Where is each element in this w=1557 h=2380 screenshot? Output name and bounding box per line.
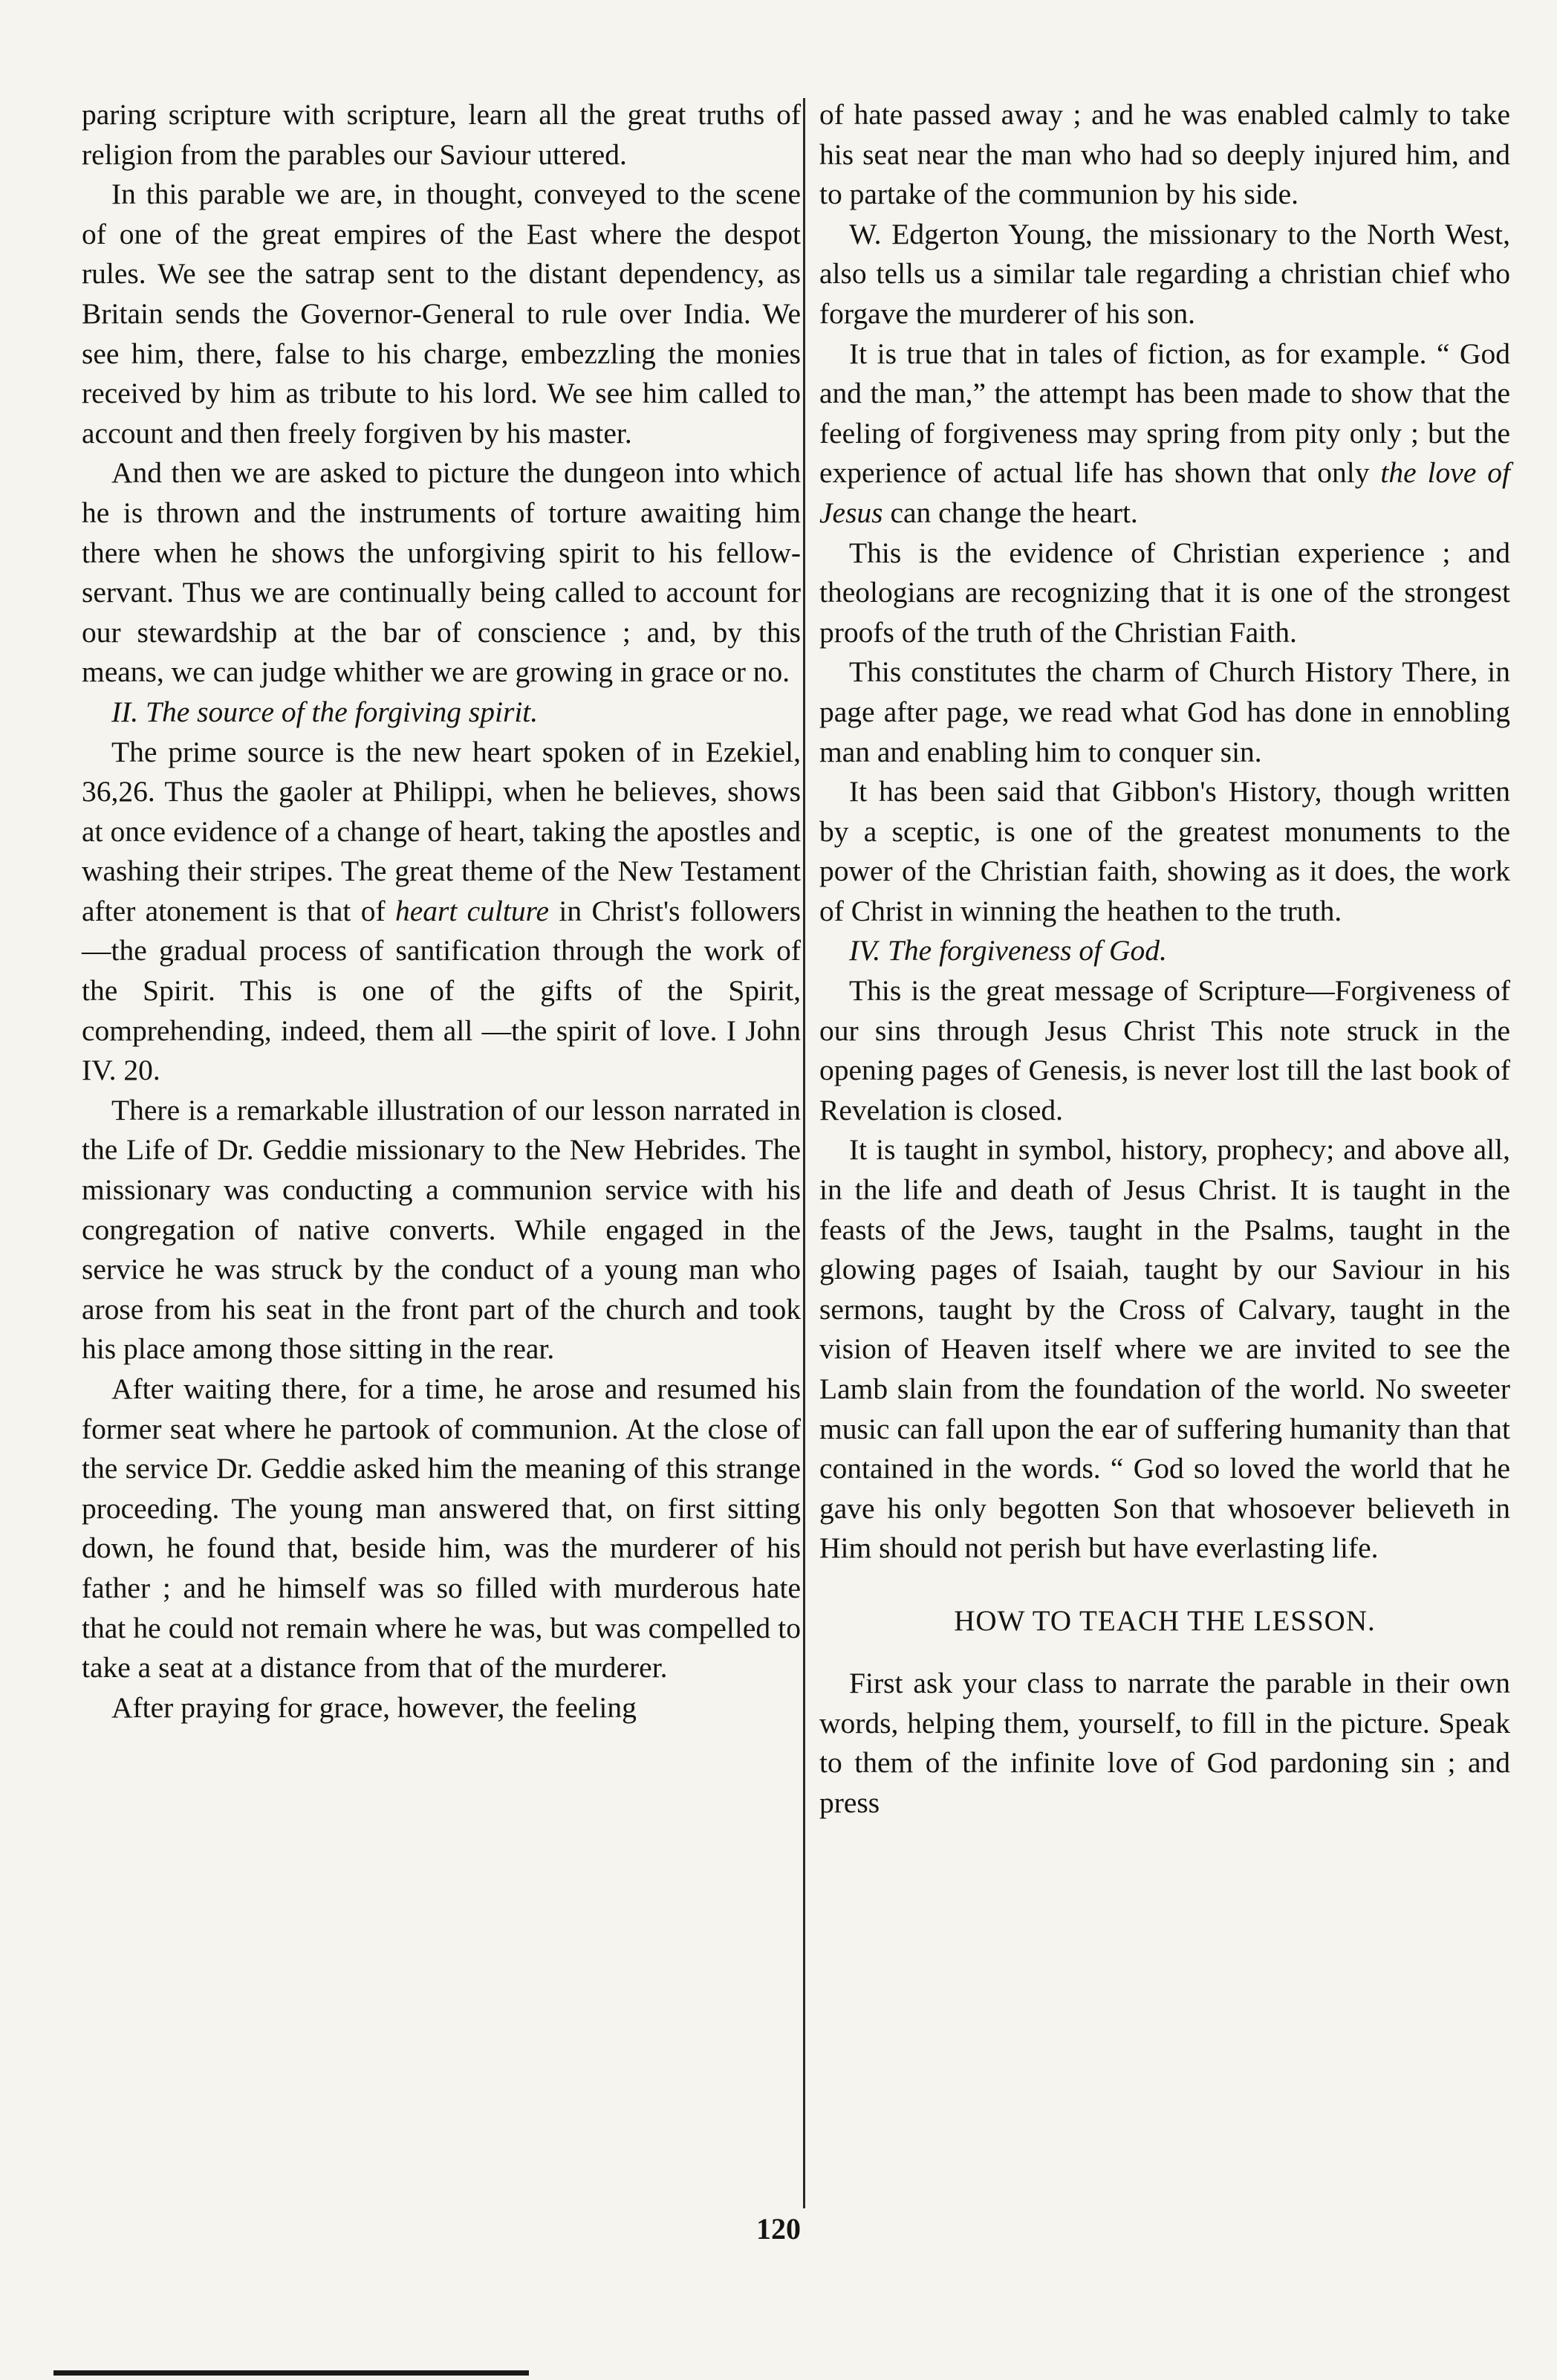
paragraph: This is the evidence of Christian experience ; and theologians are recognizing that it is one of the strongest proofs of the truth of the Christian Faith. [819, 536, 1510, 649]
paragraph: W. Edgerton Young, the missionary to the North West, also tells us a similar tale regarding a christian chief who forgave the murderer of his son. [819, 217, 1510, 330]
column-divider [803, 98, 805, 2208]
paragraph: In this parable we are, in thought, conveyed to the scene of one of the great empires of the East where the despot rules. We see the satrap sent to the distant dependency, as Britain sends the Governor-General to rule over India. We see him, there, false to his charge, embezzling the monies received by him as tribute to his lord. We see him called to account and then freely forgiven by his master. [82, 178, 801, 450]
paragraph [819, 334, 1510, 534]
italic-text: heart culture [394, 894, 550, 927]
left-column [82, 95, 801, 1728]
text-run: It is true that in tales of fiction, as for example. “ God and the man,” the attempt has been made to show that the feeling of forgiveness may spring from pity only ; but the experience of actual life has shown that only [819, 337, 1510, 490]
text-run: in Christ's followers—the gradual process of santification through the work of the Spirit. This is one of the gifts of the Spirit, comprehending, indeed, them all —the spirit of love. I John IV. 20. [82, 894, 802, 1087]
section-heading: II. The source of the forgiving spirit. [111, 695, 539, 728]
paragraph [82, 733, 801, 1091]
paragraph: There is a remarkable illustration of our lesson narrated in the Life of Dr. Geddie missionary to the New Hebrides. The missionary was conducting a communion service with his congregation of native converts. While engaged in the service he was struck by the conduct of a young man who arose from his seat in the front part of the church and took his place among those sitting in the rear. [82, 1093, 801, 1366]
text-run: The prime source is the new heart spoken of in Ezekiel, 36,26. Thus the gaoler at Philippi, when he believes, shows at once evidence of a change of heart, taking the apostles and washing their stripes. The great theme of the New Testament after atonement is that of [82, 735, 801, 927]
section-title: HOW TO TEACH THE LESSON. [954, 1604, 1376, 1637]
paragraph: of hate passed away ; and he was enabled calmly to take his seat near the man who had so deeply injured him, and to partake of the communion by his side. [819, 98, 1510, 211]
right-column [819, 95, 1510, 1823]
paragraph: It is taught in symbol, history, prophecy; and above all, in the life and death of Jesus Christ. It is taught in the feasts of the Jews, taught in the Psalms, taught in the glowing pages of Isaiah, taught by our Saviour in his sermons, taught by the Cross of Calvary, taught in the vision of Heaven itself where we are invited to see the Lamb slain from the foundation of the world. No sweeter music can fall upon the ear of suffering humanity than that contained in the words. “ God so loved the world that he gave his only begotten Son that whosoever believeth in Him should not perish but have everlasting life. [819, 1133, 1510, 1565]
paragraph: This is the great message of Scripture—Forgiveness of our sins through Jesus Christ This note struck in the opening pages of Genesis, is never lost till the last book of Revelation is closed. [819, 974, 1510, 1126]
italic-text: the love of Jesus [819, 456, 1510, 529]
footer-rule [53, 2370, 529, 2376]
paragraph: After praying for grace, however, the feeling [111, 1690, 637, 1724]
paragraph: This constitutes the charm of Church History There, in page after page, we read what God has done in ennobling man and enabling him to conquer sin. [819, 655, 1510, 768]
paragraph: paring scripture with scripture, learn all the great truths of religion from the parables our Saviour uttered. [82, 98, 801, 171]
paragraph: And then we are asked to picture the dungeon into which he is thrown and the instruments of torture awaiting him there when he shows the unforgiving spirit to his fellow-servant. Thus we are continually being called to account for our stewardship at the bar of conscience ; and, by this means, we can judge whither we are growing in grace or no. [82, 456, 801, 689]
paragraph: First ask your class to narrate the parable in their own words, helping them, yourself, to fill in the picture. Speak to them of the infinite love of God pardoning sin ; and press [819, 1666, 1510, 1819]
paragraph: After waiting there, for a time, he arose and resumed his former seat where he partook of communion. At the close of the service Dr. Geddie asked him the meaning of this strange proceeding. The young man answered that, on first sitting down, he found that, beside him, was the murderer of his father ; and he himself was so filled with murderous hate that he could not remain where he was, but was compelled to take a seat at a distance from that of the murderer. [82, 1372, 801, 1685]
page-number: 120 [756, 2212, 801, 2246]
section-heading: IV. The forgiveness of God. [849, 934, 1167, 967]
text-run: can change the heart. [890, 496, 1138, 529]
paragraph: It has been said that Gibbon's History, though written by a sceptic, is one of the greatest monuments to the power of the Christian faith, showing as it does, the work of Christ in winning the heathen to the truth. [819, 775, 1510, 927]
